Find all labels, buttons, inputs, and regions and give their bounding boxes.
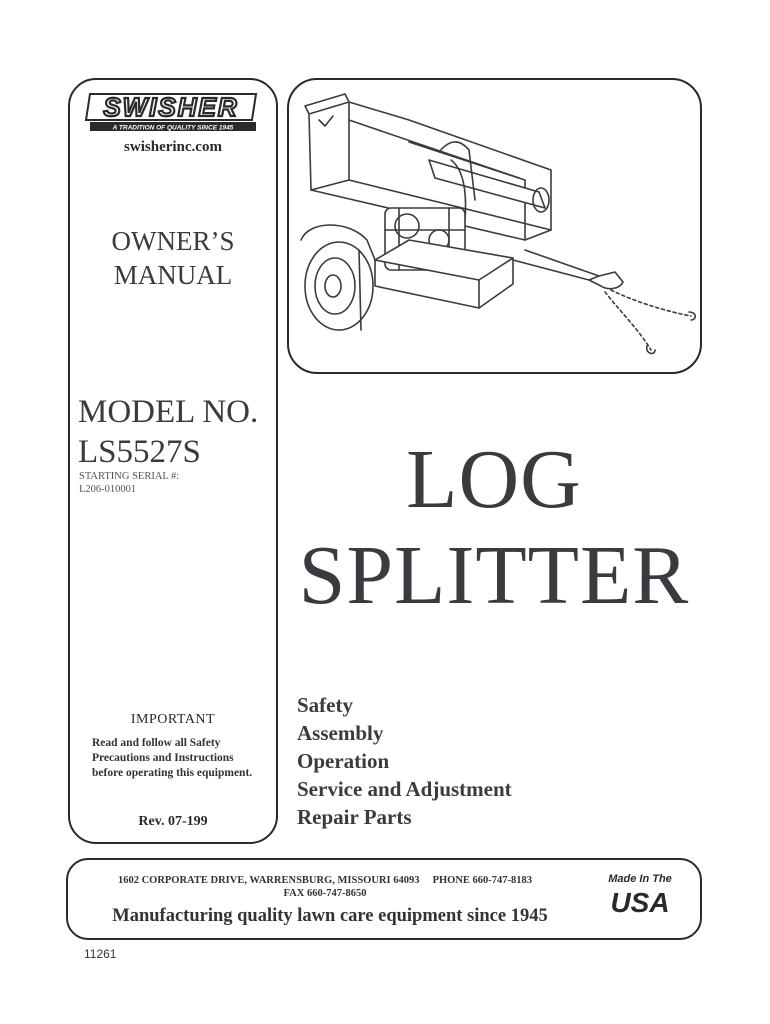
section-item: Operation xyxy=(297,749,390,773)
country-label: USA xyxy=(610,887,670,918)
important-text: Read and follow all Safety Precautions and Instructions before operating this equipment. xyxy=(92,737,253,779)
section-item: Safety xyxy=(297,693,353,717)
company-address xyxy=(80,874,570,900)
section-item: Assembly xyxy=(297,721,384,745)
logo-tagline: A TRADITION OF QUALITY SINCE 1945 xyxy=(112,124,234,132)
manual-line: MANUAL xyxy=(113,260,233,290)
title-line-log: LOG xyxy=(406,433,582,526)
website-link[interactable]: swisherinc.com xyxy=(124,139,222,155)
made-in-label: Made In The xyxy=(608,873,672,885)
log-splitter-illustration xyxy=(289,80,700,372)
serial-info xyxy=(79,470,179,496)
model-block xyxy=(78,392,258,472)
serial-value: L206-010001 xyxy=(79,484,137,495)
title-line-splitter: SPLITTER xyxy=(298,529,690,622)
product-title xyxy=(288,432,700,624)
document-number: 11261 xyxy=(84,947,117,961)
model-label: MODEL NO. xyxy=(78,394,259,430)
owners-manual-heading xyxy=(68,224,278,292)
owners-line: OWNER’S xyxy=(111,226,235,256)
model-number: LS5527S xyxy=(78,434,201,470)
revision-label: Rev. 07-199 xyxy=(138,814,208,829)
product-illustration-panel xyxy=(287,78,702,374)
important-heading: IMPORTANT xyxy=(130,712,216,727)
logo-wordmark: SWISHER xyxy=(103,92,239,122)
section-item: Repair Parts xyxy=(297,805,412,829)
company-tagline: Manufacturing quality lawn care equipment since 1945 xyxy=(112,906,548,926)
section-item: Service and Adjustment xyxy=(297,777,512,801)
fax-line: FAX 660-747-8650 xyxy=(283,888,367,899)
swisher-logo xyxy=(82,90,260,134)
section-list xyxy=(297,691,512,831)
serial-label: STARTING SERIAL #: xyxy=(79,471,180,482)
address-line: 1602 CORPORATE DRIVE, WARRENSBURG, MISSOURI 64093 PHONE 660-747-8183 xyxy=(117,875,533,886)
